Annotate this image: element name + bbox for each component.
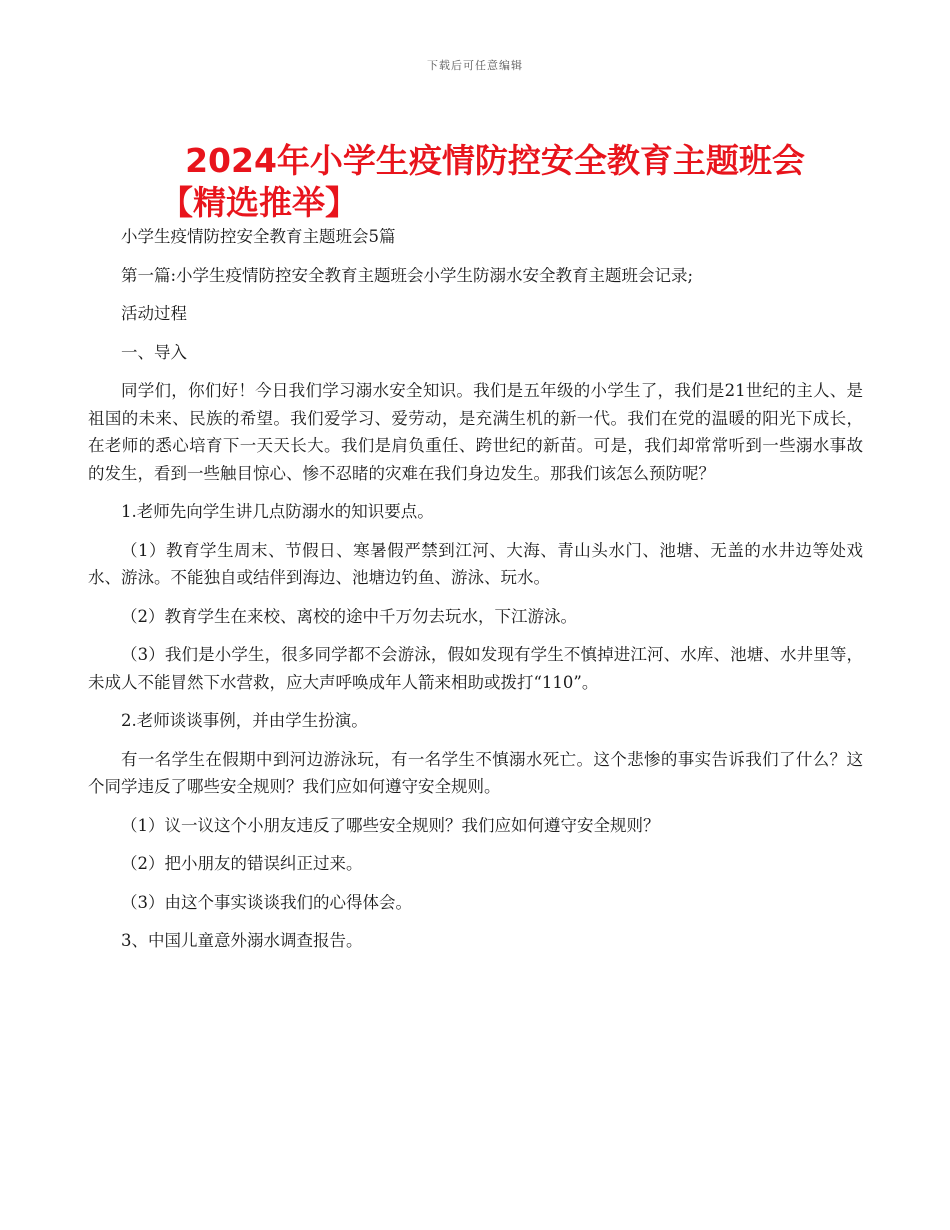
header-note: 下载后可任意编辑 <box>427 59 523 72</box>
paragraph: 小学生疫情防控安全教育主题班会5篇 <box>121 227 396 246</box>
paragraph: 2.老师谈谈事例，并由学生扮演。 <box>121 711 368 730</box>
list-item: （2）教育学生在来校、离校的途中千万勿去玩水，下江游泳。 <box>121 606 577 626</box>
title-line-2: 【精选推举】 <box>160 183 358 222</box>
list-item: （1）议一议这个小朋友违反了哪些安全规则？我们应如何遵守安全规则？ <box>121 815 660 835</box>
list-item: （2）把小朋友的错误纠正过来。 <box>121 854 363 873</box>
list-item: （3）由这个事实谈谈我们的心得体会。 <box>121 892 412 912</box>
paragraph: 活动过程 <box>121 304 187 323</box>
paragraph: 第一篇:小学生疫情防控安全教育主题班会小学生防溺水安全教育主题班会记录; <box>121 265 694 285</box>
paragraph: 一、导入 <box>121 342 187 362</box>
page-title <box>90 140 900 224</box>
paragraph: 有一名学生在假期中到河边游泳玩，有一名学生不慎溺水死亡。这个悲惨的事实告诉我们了什么？这个同学违反了哪些安全规则？我们应如何遵守安全规则。 <box>88 749 863 796</box>
list-item: （1）教育学生周末、节假日、寒暑假严禁到江河、大海、青山头水门、池塘、无盖的水井边等处戏水、游泳。不能独自或结伴到海边、池塘边钓鱼、游泳、玩水。 <box>88 540 863 587</box>
list-item: （3）我们是小学生，很多同学都不会游泳，假如发现有学生不慎掉进江河、水库、池塘、水井里等，未成人不能冒然下水营救，应大声呼唤成年人箭来相助或拨打“110”。 <box>88 645 863 692</box>
paragraph: 3、中国儿童意外溺水调查报告。 <box>121 931 363 950</box>
paragraph: 1.老师先向学生讲几点防溺水的知识要点。 <box>121 502 434 521</box>
document-body <box>88 223 863 966</box>
title-line-1: 2024年小学生疫情防控安全教育主题班会 <box>185 141 805 180</box>
paragraph: 同学们，你们好！今日我们学习溺水安全知识。我们是五年级的小学生了，我们是21世纪的主人、是祖国的未来、民族的希望。我们爱学习、爱劳动，是充满生机的新一代。我们在党的温暖的阳光下成长，在老师的悉心培育下一天天长大。我们是肩负重任、跨世纪的新苗。可是，我们却常常听到一些溺水事故的发生，看到一些触目惊心、惨不忍睹的灾难在我们身边发生。那我们该怎么预防呢？ <box>88 381 863 483</box>
